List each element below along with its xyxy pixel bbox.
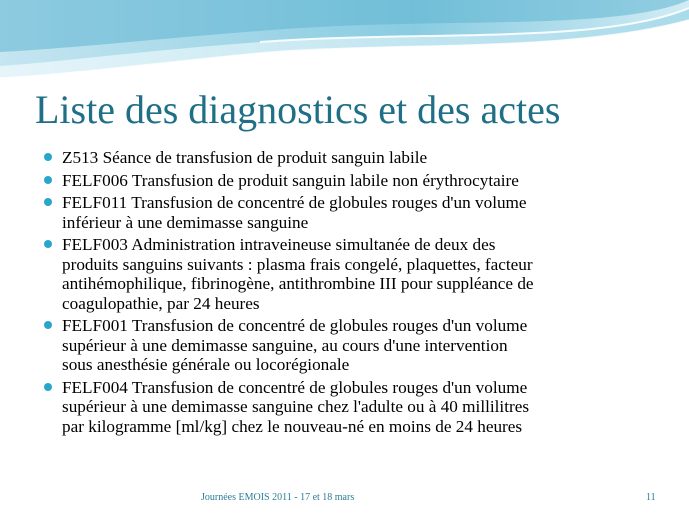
bullet-dot-icon — [44, 176, 52, 184]
list-item — [44, 316, 654, 375]
bullet-dot-icon — [44, 153, 52, 161]
list-item — [44, 235, 654, 313]
list-item — [44, 148, 654, 168]
list-item-line: FELF006 Transfusion de produit sanguin labile non érythrocytaire — [62, 170, 519, 190]
list-item — [44, 378, 654, 437]
bullet-dot-icon — [44, 321, 52, 329]
bullet-list — [44, 148, 654, 439]
list-item-line: par kilogramme [ml/kg] chez le nouveau-né en moins de 24 heures — [62, 416, 523, 436]
list-item-line: Z513 Séance de transfusion de produit sanguin labile — [62, 148, 428, 167]
bullet-dot-icon — [44, 383, 52, 391]
slide-title: Liste des diagnostics et des actes — [35, 87, 561, 132]
list-item — [44, 171, 654, 191]
list-item — [44, 193, 654, 232]
list-item-line: sous anesthésie générale ou locorégionale — [62, 355, 350, 374]
bullet-dot-icon — [44, 198, 52, 206]
bullet-dot-icon — [44, 240, 52, 248]
page-number: 11 — [646, 492, 656, 503]
list-item-line: FELF004 Transfusion de concentré de globules rouges d'un volume — [62, 377, 528, 397]
list-item-line: FELF003 Administration intraveineuse simultanée de deux des — [62, 235, 496, 254]
list-item-line: supérieur à une demimasse sanguine chez l'adulte ou à 40 millilitres — [62, 397, 530, 416]
list-item-line: produits sanguins suivants : plasma frais congelé, plaquettes, facteur — [62, 254, 533, 274]
header-wave-decoration — [0, 0, 689, 90]
list-item-line: antihémophilique, fibrinogène, antithrombine III pour suppléance de — [62, 274, 534, 293]
list-item-line: supérieur à une demimasse sanguine, au cours d'une intervention — [62, 335, 508, 355]
list-item-line: FELF011 Transfusion de concentré de globules rouges d'un volume — [62, 193, 527, 212]
list-item-line: coagulopathie, par 24 heures — [62, 293, 260, 313]
list-item-line: inférieur à une demimasse sanguine — [62, 212, 309, 232]
slide-footer: Journées EMOIS 2011 - 17 et 18 mars — [201, 492, 355, 503]
list-item-line: FELF001 Transfusion de concentré de globules rouges d'un volume — [62, 316, 528, 335]
